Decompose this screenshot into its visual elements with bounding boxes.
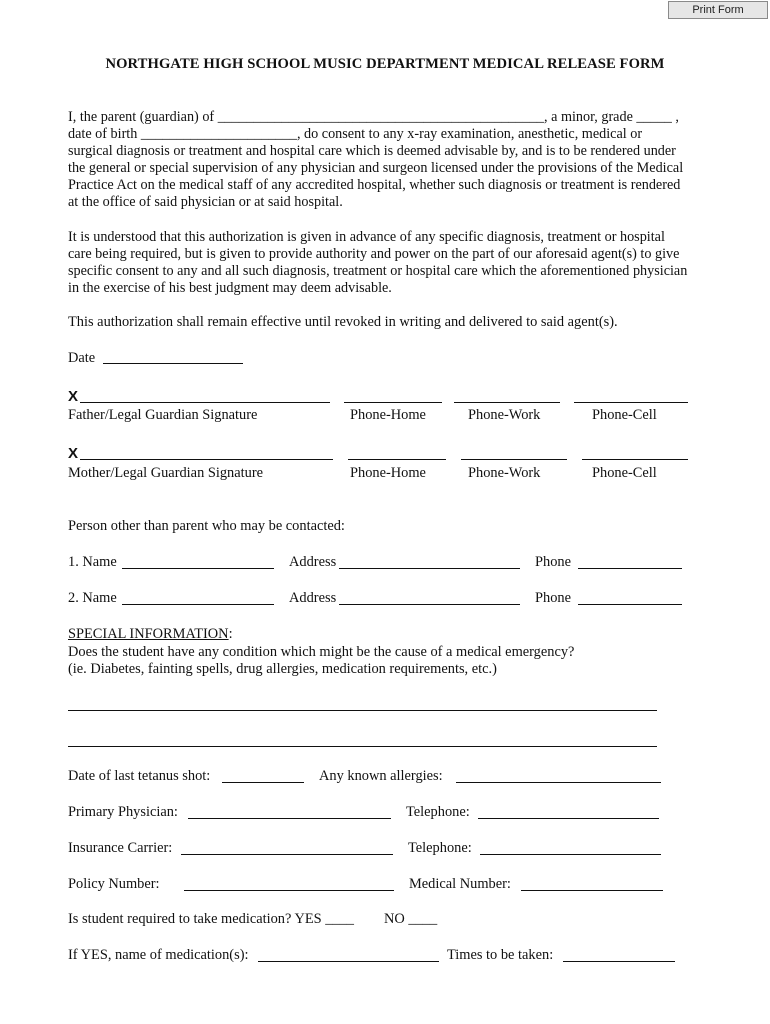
father-phone-cell-field[interactable]	[574, 402, 688, 403]
consent-line: at the office of said physician or at said hospital.	[68, 194, 343, 210]
medication-no-option: NO ____	[384, 911, 438, 927]
consent-line: Practice Act on the medical staff of any accredited hospital, whether such diagnosis or treatment is rendered	[68, 177, 681, 193]
mother-signature-label: Mother/Legal Guardian Signature	[68, 465, 264, 481]
policy-label: Policy Number:	[68, 876, 160, 892]
authorization-line: in the exercise of his best judgment may deem advisable.	[68, 280, 392, 296]
contact2-name-field[interactable]	[122, 604, 274, 605]
mother-signature-x-mark: X	[68, 445, 79, 462]
mother-phone-work-label: Phone-Work	[468, 465, 541, 481]
special-info-question: Does the student have any condition which might be the cause of a medical emergency?	[68, 644, 575, 660]
contact1-name-field[interactable]	[122, 568, 274, 569]
contact1-phone-field[interactable]	[578, 568, 682, 569]
insurance-telephone-field[interactable]	[480, 854, 661, 855]
consent-paragraph	[68, 109, 708, 211]
special-info-heading	[68, 626, 233, 643]
father-signature-field[interactable]	[80, 402, 330, 403]
authorization-line: care being required, but is given to provide authority and power on the part of our aforesaid agent(s) to give	[68, 246, 680, 262]
special-info-line-2[interactable]	[68, 746, 657, 747]
special-info-line-1[interactable]	[68, 710, 657, 711]
medication-name-label: If YES, name of medication(s):	[68, 947, 249, 963]
physician-field[interactable]	[188, 818, 391, 819]
tetanus-label: Date of last tetanus shot:	[68, 768, 211, 784]
medical-number-field[interactable]	[521, 890, 663, 891]
allergies-field[interactable]	[456, 782, 661, 783]
physician-label: Primary Physician:	[68, 804, 178, 820]
mother-phone-home-field[interactable]	[348, 459, 446, 460]
consent-line: date of birth ______________________, do consent to any x-ray examination, anesthetic, medical or	[68, 126, 643, 142]
contact2-address-label: Address	[289, 590, 337, 606]
authorization-line: specific consent to any and all such diagnosis, treatment or hospital care which the aforementioned physician	[68, 263, 688, 279]
special-info-heading-text: SPECIAL INFORMATION	[68, 626, 229, 642]
medication-name-field[interactable]	[258, 961, 439, 962]
form-title: NORTHGATE HIGH SCHOOL MUSIC DEPARTMENT MEDICAL RELEASE FORM	[105, 56, 665, 72]
mother-phone-home-label: Phone-Home	[350, 465, 426, 481]
father-phone-work-label: Phone-Work	[468, 407, 541, 423]
father-phone-home-label: Phone-Home	[350, 407, 426, 423]
contact2-address-field[interactable]	[339, 604, 520, 605]
mother-phone-cell-label: Phone-Cell	[592, 465, 657, 481]
print-form-button[interactable]: Print Form	[668, 1, 768, 19]
allergies-label: Any known allergies:	[319, 768, 443, 784]
contact2-name-label: 2. Name	[68, 590, 117, 606]
mother-signature-field[interactable]	[80, 459, 333, 460]
father-phone-cell-label: Phone-Cell	[592, 407, 657, 423]
insurance-label: Insurance Carrier:	[68, 840, 173, 856]
medication-question: Is student required to take medication? YES ____	[68, 911, 355, 927]
contact2-phone-field[interactable]	[578, 604, 682, 605]
other-contact-label: Person other than parent who may be contacted:	[68, 518, 345, 534]
contact1-address-field[interactable]	[339, 568, 520, 569]
special-info-colon: :	[228, 626, 233, 642]
physician-telephone-label: Telephone:	[406, 804, 470, 820]
insurance-field[interactable]	[181, 854, 393, 855]
authorization-paragraph	[68, 229, 708, 297]
consent-line: the general or special supervision of any physician and surgeon licensed under the provisions of the Medical	[68, 160, 684, 176]
consent-line: surgical diagnosis or treatment and hospital care which is deemed advisable by, and is to be rendered under	[68, 143, 676, 159]
father-phone-work-field[interactable]	[454, 402, 560, 403]
medical-number-label: Medical Number:	[409, 876, 511, 892]
contact2-phone-label: Phone	[535, 590, 571, 606]
mother-phone-work-field[interactable]	[461, 459, 567, 460]
consent-line: I, the parent (guardian) of ______________________________________________, a minor, grade _____ ,	[68, 109, 679, 125]
father-signature-label: Father/Legal Guardian Signature	[68, 407, 258, 423]
contact1-name-label: 1. Name	[68, 554, 117, 570]
authorization-line: It is understood that this authorization is given in advance of any specific diagnosis, treatment or hospital	[68, 229, 665, 245]
special-info-examples: (ie. Diabetes, fainting spells, drug allergies, medication requirements, etc.)	[68, 661, 497, 677]
date-field[interactable]	[103, 363, 243, 364]
date-label: Date	[68, 350, 96, 366]
mother-phone-cell-field[interactable]	[582, 459, 688, 460]
contact1-address-label: Address	[289, 554, 337, 570]
father-signature-x-mark: X	[68, 388, 79, 405]
times-field[interactable]	[563, 961, 675, 962]
insurance-telephone-label: Telephone:	[408, 840, 472, 856]
physician-telephone-field[interactable]	[478, 818, 659, 819]
effective-statement: This authorization shall remain effective until revoked in writing and delivered to said agent(s).	[68, 314, 618, 330]
times-label: Times to be taken:	[447, 947, 554, 963]
tetanus-field[interactable]	[222, 782, 304, 783]
contact1-phone-label: Phone	[535, 554, 571, 570]
policy-field[interactable]	[184, 890, 394, 891]
father-phone-home-field[interactable]	[344, 402, 442, 403]
